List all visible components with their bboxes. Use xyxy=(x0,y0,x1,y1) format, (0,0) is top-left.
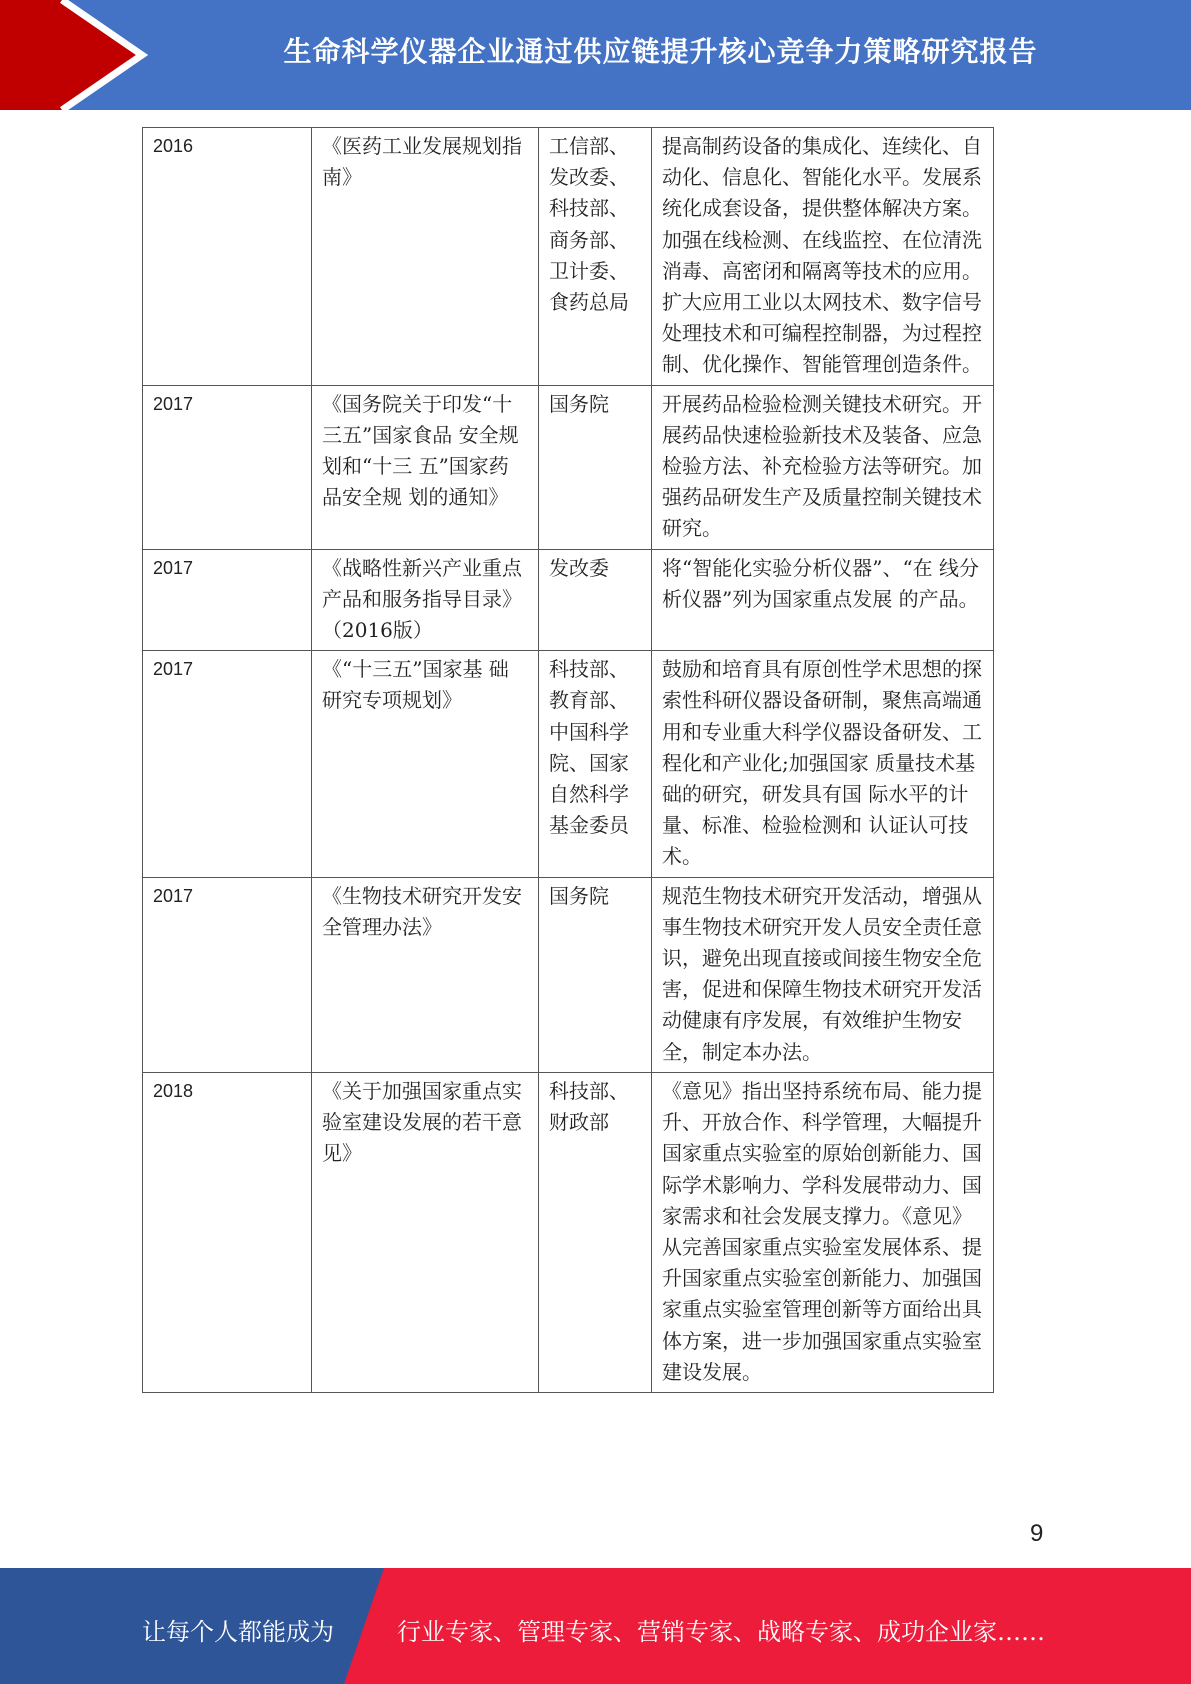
year-cell: 2017 xyxy=(143,385,312,549)
red-arrow-logo xyxy=(0,0,160,110)
policy-name-cell: 《生物技术研究开发安全管理办法》 xyxy=(312,877,539,1072)
department-cell: 科技部、教育部、中国科学院、国家自然科学基金委员 xyxy=(539,651,652,877)
content-cell: 规范生物技术研究开发活动，增强从事生物技术研究开发人员安全责任意识，避免出现直接或间接生物安全危害，促进和保障生物技术研究开发活动健康有序发展，有效维护生物安全，制定本办法。 xyxy=(652,877,994,1072)
table-row xyxy=(143,385,994,549)
department-cell: 科技部、财政部 xyxy=(539,1072,652,1392)
content-cell: 鼓励和培育具有原创性学术思想的探索性科研仪器设备研制，聚焦高端通用和专业重大科学仪器设备研发、工程化和产业化;加强国家 质量技术基础的研究，研发具有国 际水平的计量、标准、检验检测和 认证认可技术。 xyxy=(652,651,994,877)
department-cell: 国务院 xyxy=(539,385,652,549)
year-cell: 2017 xyxy=(143,877,312,1072)
year-cell: 2016 xyxy=(143,128,312,386)
year-cell: 2017 xyxy=(143,651,312,877)
content-cell: 开展药品检验检测关键技术研究。开展药品快速检验新技术及装备、应急检验方法、补充检验方法等研究。加强药品研发生产及质量控制关键技术研究。 xyxy=(652,385,994,549)
department-cell: 国务院 xyxy=(539,877,652,1072)
policy-name-cell: 《“十三五”国家基 础研究专项规划》 xyxy=(312,651,539,877)
table-row xyxy=(143,651,994,877)
content-cell: 将“智能化实验分析仪器”、“在 线分析仪器”列为国家重点发展 的产品。 xyxy=(652,549,994,651)
year-cell: 2017 xyxy=(143,549,312,651)
table-row xyxy=(143,1072,994,1392)
report-title: 生命科学仪器企业通过供应链提升核心竞争力策略研究报告 xyxy=(283,35,1038,68)
table-row xyxy=(143,549,994,651)
footer-slogan-left: 让每个人都能成为 xyxy=(142,1618,334,1646)
policy-name-cell: 《关于加强国家重点实验室建设发展的若干意见》 xyxy=(312,1072,539,1392)
page-footer xyxy=(0,1568,1191,1684)
footer-slogan-right: 行业专家、管理专家、营销专家、战略专家、成功企业家…… xyxy=(397,1618,1045,1646)
page-header xyxy=(0,0,1191,110)
page-number: 9 xyxy=(1030,1520,1044,1547)
content-cell: 《意见》指出坚持系统布局、能力提升、开放合作、科学管理，大幅提升国家重点实验室的原始创新能力、国际学术影响力、学科发展带动力、国家需求和社会发展支撑力。《意见》从完善国家重点实验室发展体系、提升国家重点实验室创新能力、加强国家重点实验室管理创新等方面给出具体方案，进一步加强国家重点实验室建设发展。 xyxy=(652,1072,994,1392)
policy-name-cell: 《国务院关于印发“十三五”国家食品 安全规划和“十三 五”国家药品安全规 划的通知》 xyxy=(312,385,539,549)
content-cell: 提高制药设备的集成化、连续化、自动化、信息化、智能化水平。发展系统化成套设备，提供整体解决方案。加强在线检测、在线监控、在位清洗消毒、高密闭和隔离等技术的应用。扩大应用工业以太网技术、数字信号处理技术和可编程控制器，为过程控制、优化操作、智能管理创造条件。 xyxy=(652,128,994,386)
department-cell: 发改委 xyxy=(539,549,652,651)
policy-name-cell: 《医药工业发展规划指南》 xyxy=(312,128,539,386)
department-cell: 工信部、发改委、科技部、商务部、卫计委、食药总局 xyxy=(539,128,652,386)
policy-name-cell: 《战略性新兴产业重点产品和服务指导目录》（2016版） xyxy=(312,549,539,651)
table-row xyxy=(143,128,994,386)
table-row xyxy=(143,877,994,1072)
policy-table xyxy=(142,127,994,1393)
year-cell: 2018 xyxy=(143,1072,312,1392)
